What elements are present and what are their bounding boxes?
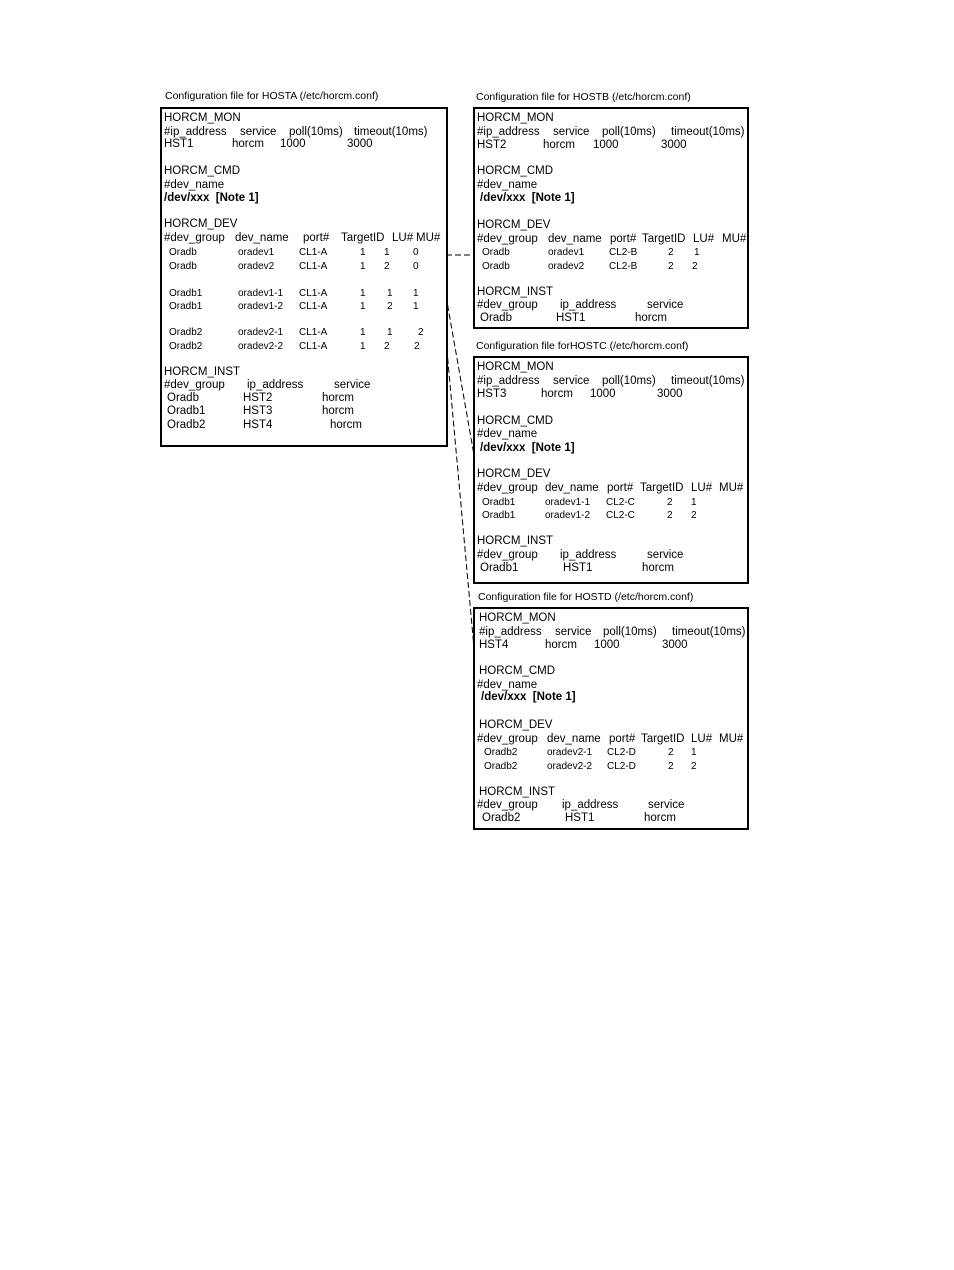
hostc-dev-col: port# — [607, 482, 634, 494]
hostd-mon-header: HORCM_MON — [479, 612, 556, 624]
hostd-caption: Configuration file for HOSTD (/etc/horcm.conf) — [478, 591, 694, 603]
hostc-dev-cell: 2 — [691, 510, 697, 521]
hosta-dev-cell: 1 — [413, 288, 419, 299]
hostd-dev-col: dev_name — [547, 733, 601, 745]
hosta-dev-cell: oradev2-2 — [238, 341, 284, 352]
hosta-dev-cell: 0 — [413, 261, 419, 272]
hosta-dev-cell: 1 — [384, 247, 390, 258]
hostc-mon-value: HST3 — [477, 388, 507, 400]
hosta-dev-cell: 1 — [360, 247, 366, 258]
hostb-cmd-col: #dev_name — [477, 179, 538, 191]
hosta-mon-col: service — [240, 126, 277, 138]
hosta-dev-cell: 1 — [387, 288, 393, 299]
hosta-dev-cell: Oradb1 — [169, 301, 203, 312]
hosta-inst-cell: HST4 — [243, 419, 273, 431]
hostc-dev-cell: oradev1-1 — [545, 497, 591, 508]
hostd-dev-cell: oradev2-1 — [547, 747, 593, 758]
hostc-inst-header: HORCM_INST — [477, 535, 554, 547]
hosta-dev-cell: Oradb2 — [169, 341, 203, 352]
hostc-caption: Configuration file forHOSTC (/etc/horcm.conf) — [476, 340, 689, 352]
hostd-mon-value: 1000 — [594, 639, 620, 651]
hostc-mon-col: timeout(10ms) — [671, 375, 745, 387]
hostb-dev-col: #dev_group — [477, 233, 538, 245]
hosta-cmd-value: /dev/xxx [Note 1] — [164, 192, 259, 204]
hosta-mon-col: timeout(10ms) — [354, 126, 428, 138]
hosta-dev-cell: oradev1-2 — [238, 301, 284, 312]
hosta-dev-cell: 1 — [360, 341, 366, 352]
hostd-dev-col: LU# — [691, 733, 713, 745]
hostc-inst-col: ip_address — [560, 549, 617, 561]
hosta-dev-cell: 2 — [418, 327, 424, 338]
hostc-dev-cell: 2 — [667, 497, 673, 508]
hostb-mon-col: poll(10ms) — [602, 126, 656, 138]
hostc-dev-cell: Oradb1 — [482, 510, 516, 521]
hosta-inst-cell: Oradb2 — [167, 419, 206, 431]
hostd-dev-cell: 2 — [691, 761, 697, 772]
hostd-dev-cell: oradev2-2 — [547, 761, 593, 772]
hostb-dev-col: LU# — [693, 233, 715, 245]
hostb-inst-header: HORCM_INST — [477, 286, 554, 298]
hostd-cmd-value: /dev/xxx [Note 1] — [481, 691, 576, 703]
hosta-mon-col: #ip_address — [164, 126, 227, 138]
hostb-mon-value: 3000 — [661, 139, 687, 151]
hosta-dev-cell: 2 — [387, 301, 393, 312]
hostd-mon-value: 3000 — [662, 639, 688, 651]
hostd-dev-cell: 1 — [691, 747, 697, 758]
connector-hosta-hostc — [446, 296, 474, 455]
hostd-inst-cell: Oradb2 — [482, 812, 521, 824]
hosta-inst-cell: Oradb1 — [167, 405, 206, 417]
hostc-mon-header: HORCM_MON — [477, 361, 554, 373]
hostd-inst-col: #dev_group — [477, 799, 538, 811]
hostc-dev-cell: CL2-C — [606, 497, 635, 508]
hosta-mon-value: horcm — [232, 138, 264, 150]
hosta-dev-col: LU# — [392, 232, 414, 244]
hostb-caption: Configuration file for HOSTB (/etc/horcm.conf) — [476, 91, 691, 103]
hostd-mon-col: service — [555, 626, 592, 638]
hosta-dev-col: #dev_group — [164, 232, 225, 244]
hosta-caption: Configuration file for HOSTA (/etc/horcm.conf) — [165, 90, 379, 102]
hostb-cmd-header: HORCM_CMD — [477, 165, 554, 177]
hostc-dev-cell: 2 — [667, 510, 673, 521]
hosta-dev-cell: 1 — [360, 301, 366, 312]
hostc-dev-cell: Oradb1 — [482, 497, 516, 508]
hostd-inst-cell: horcm — [644, 812, 676, 824]
hostc-inst-col: service — [647, 549, 684, 561]
hosta-dev-cell: Oradb1 — [169, 288, 203, 299]
hostb-dev-cell: CL2-B — [609, 261, 638, 272]
hostb-config-box — [473, 107, 749, 329]
hosta-dev-col: port# — [303, 232, 330, 244]
hosta-inst-cell: HST3 — [243, 405, 273, 417]
hostd-mon-value: horcm — [545, 639, 577, 651]
hosta-mon-header: HORCM_MON — [164, 112, 241, 124]
hostd-dev-col: #dev_group — [477, 733, 538, 745]
hostb-mon-col: #ip_address — [477, 126, 540, 138]
hosta-dev-cell: CL1-A — [299, 261, 328, 272]
hosta-dev-header: HORCM_DEV — [164, 218, 238, 230]
hostc-mon-col: service — [553, 375, 590, 387]
hostb-dev-cell: Oradb — [482, 247, 510, 258]
hostd-dev-header: HORCM_DEV — [479, 719, 553, 731]
hostb-dev-cell: oradev2 — [548, 261, 585, 272]
hostb-mon-col: timeout(10ms) — [671, 126, 745, 138]
hosta-inst-col: service — [334, 379, 371, 391]
hosta-dev-cell: Oradb — [169, 261, 197, 272]
hostd-dev-cell: Oradb2 — [484, 761, 518, 772]
hostb-dev-cell: 2 — [692, 261, 698, 272]
hostc-config-box — [473, 356, 749, 584]
hosta-dev-cell: CL1-A — [299, 247, 328, 258]
hosta-dev-cell: CL1-A — [299, 288, 328, 299]
hostb-inst-cell: Oradb — [480, 312, 512, 324]
hostb-dev-cell: 2 — [668, 261, 674, 272]
hostb-inst-cell: HST1 — [556, 312, 586, 324]
hostd-dev-cell: CL2-D — [607, 761, 636, 772]
hostb-inst-cell: horcm — [635, 312, 667, 324]
hosta-dev-cell: 1 — [360, 327, 366, 338]
hosta-inst-cell: horcm — [322, 405, 354, 417]
hosta-dev-cell: 1 — [360, 261, 366, 272]
hostc-cmd-header: HORCM_CMD — [477, 415, 554, 427]
hostc-mon-col: #ip_address — [477, 375, 540, 387]
hosta-inst-col: #dev_group — [164, 379, 225, 391]
hostd-cmd-header: HORCM_CMD — [479, 665, 556, 677]
hosta-dev-cell: Oradb — [169, 247, 197, 258]
hostd-dev-col: TargetID — [641, 733, 685, 745]
hostd-dev-col: port# — [609, 733, 636, 745]
hosta-dev-cell: 2 — [384, 261, 390, 272]
hosta-inst-cell: HST2 — [243, 392, 273, 404]
hostd-mon-col: #ip_address — [479, 626, 542, 638]
hostb-mon-value: horcm — [543, 139, 575, 151]
hostc-mon-col: poll(10ms) — [602, 375, 656, 387]
hosta-dev-cell: Oradb2 — [169, 327, 203, 338]
hostb-dev-header: HORCM_DEV — [477, 219, 551, 231]
hostd-mon-col: poll(10ms) — [603, 626, 657, 638]
hostc-inst-cell: Oradb1 — [480, 562, 519, 574]
hosta-dev-cell: 0 — [413, 247, 419, 258]
hostc-cmd-value: /dev/xxx [Note 1] — [480, 442, 575, 454]
hostc-dev-cell: 1 — [691, 497, 697, 508]
hostb-inst-col: service — [647, 299, 684, 311]
hostb-dev-col: TargetID — [642, 233, 686, 245]
hostc-dev-col: TargetID — [640, 482, 684, 494]
hosta-dev-cell: CL1-A — [299, 301, 328, 312]
hostb-mon-value: HST2 — [477, 139, 507, 151]
hostb-mon-value: 1000 — [593, 139, 619, 151]
hosta-inst-header: HORCM_INST — [164, 366, 241, 378]
hostd-config-box — [473, 607, 749, 830]
hostc-dev-cell: CL2-C — [606, 510, 635, 521]
hosta-dev-cell: 1 — [413, 301, 419, 312]
hosta-inst-cell: Oradb — [167, 392, 199, 404]
hostb-mon-col: service — [553, 126, 590, 138]
hosta-cmd-col: #dev_name — [164, 179, 225, 191]
hosta-mon-value: 3000 — [347, 138, 373, 150]
hostb-dev-cell: CL2-B — [609, 247, 638, 258]
hostb-dev-col: MU# — [722, 233, 747, 245]
hosta-dev-cell: CL1-A — [299, 327, 328, 338]
hosta-dev-col: TargetID — [341, 232, 385, 244]
hostb-dev-cell: 2 — [668, 247, 674, 258]
hosta-dev-col: dev_name — [235, 232, 289, 244]
hostc-mon-value: 3000 — [657, 388, 683, 400]
hosta-cmd-header: HORCM_CMD — [164, 165, 241, 177]
hosta-dev-cell: 2 — [384, 341, 390, 352]
hostd-dev-cell: 2 — [668, 761, 674, 772]
hostc-inst-col: #dev_group — [477, 549, 538, 561]
hosta-dev-cell: 2 — [414, 341, 420, 352]
hostb-inst-col: ip_address — [560, 299, 617, 311]
hosta-inst-cell: horcm — [322, 392, 354, 404]
hostb-dev-cell: Oradb — [482, 261, 510, 272]
hostb-dev-col: port# — [610, 233, 637, 245]
hostc-cmd-col: #dev_name — [477, 428, 538, 440]
hostd-inst-col: service — [648, 799, 685, 811]
hostc-dev-header: HORCM_DEV — [477, 468, 551, 480]
hostd-mon-value: HST4 — [479, 639, 509, 651]
hosta-dev-cell: oradev1 — [238, 247, 275, 258]
hostd-inst-col: ip_address — [562, 799, 619, 811]
hosta-mon-value: 1000 — [280, 138, 306, 150]
hosta-mon-col: poll(10ms) — [289, 126, 343, 138]
hostc-dev-col: MU# — [719, 482, 744, 494]
hostb-dev-cell: oradev1 — [548, 247, 585, 258]
hosta-dev-cell: 1 — [360, 288, 366, 299]
hostb-cmd-value: /dev/xxx [Note 1] — [480, 192, 575, 204]
hosta-mon-value: HST1 — [164, 138, 194, 150]
hostb-inst-col: #dev_group — [477, 299, 538, 311]
hosta-config-box — [160, 107, 448, 447]
hostd-inst-cell: HST1 — [565, 812, 595, 824]
hostd-cmd-col: #dev_name — [477, 679, 538, 691]
hostc-mon-value: 1000 — [590, 388, 616, 400]
hostd-dev-cell: 2 — [668, 747, 674, 758]
hostb-dev-col: dev_name — [548, 233, 602, 245]
hostd-dev-col: MU# — [719, 733, 744, 745]
hostd-dev-cell: CL2-D — [607, 747, 636, 758]
hostd-mon-col: timeout(10ms) — [672, 626, 746, 638]
hosta-dev-cell: 1 — [387, 327, 393, 338]
hostd-inst-header: HORCM_INST — [479, 786, 556, 798]
hostb-dev-cell: 1 — [694, 247, 700, 258]
hostc-dev-col: #dev_group — [477, 482, 538, 494]
hosta-dev-cell: oradev2-1 — [238, 327, 284, 338]
hostc-inst-cell: HST1 — [563, 562, 593, 574]
hostc-dev-col: LU# — [691, 482, 713, 494]
hosta-inst-cell: horcm — [330, 419, 362, 431]
hostc-mon-value: horcm — [541, 388, 573, 400]
hostc-dev-col: dev_name — [545, 482, 599, 494]
hosta-dev-cell: oradev1-1 — [238, 288, 284, 299]
hostc-inst-cell: horcm — [642, 562, 674, 574]
hosta-dev-cell: oradev2 — [238, 261, 275, 272]
hostd-dev-cell: Oradb2 — [484, 747, 518, 758]
hostc-dev-cell: oradev1-2 — [545, 510, 591, 521]
hostb-mon-header: HORCM_MON — [477, 112, 554, 124]
hosta-inst-col: ip_address — [247, 379, 304, 391]
connector-hosta-hostd — [446, 340, 474, 648]
hosta-dev-cell: CL1-A — [299, 341, 328, 352]
hosta-dev-col: MU# — [416, 232, 441, 244]
